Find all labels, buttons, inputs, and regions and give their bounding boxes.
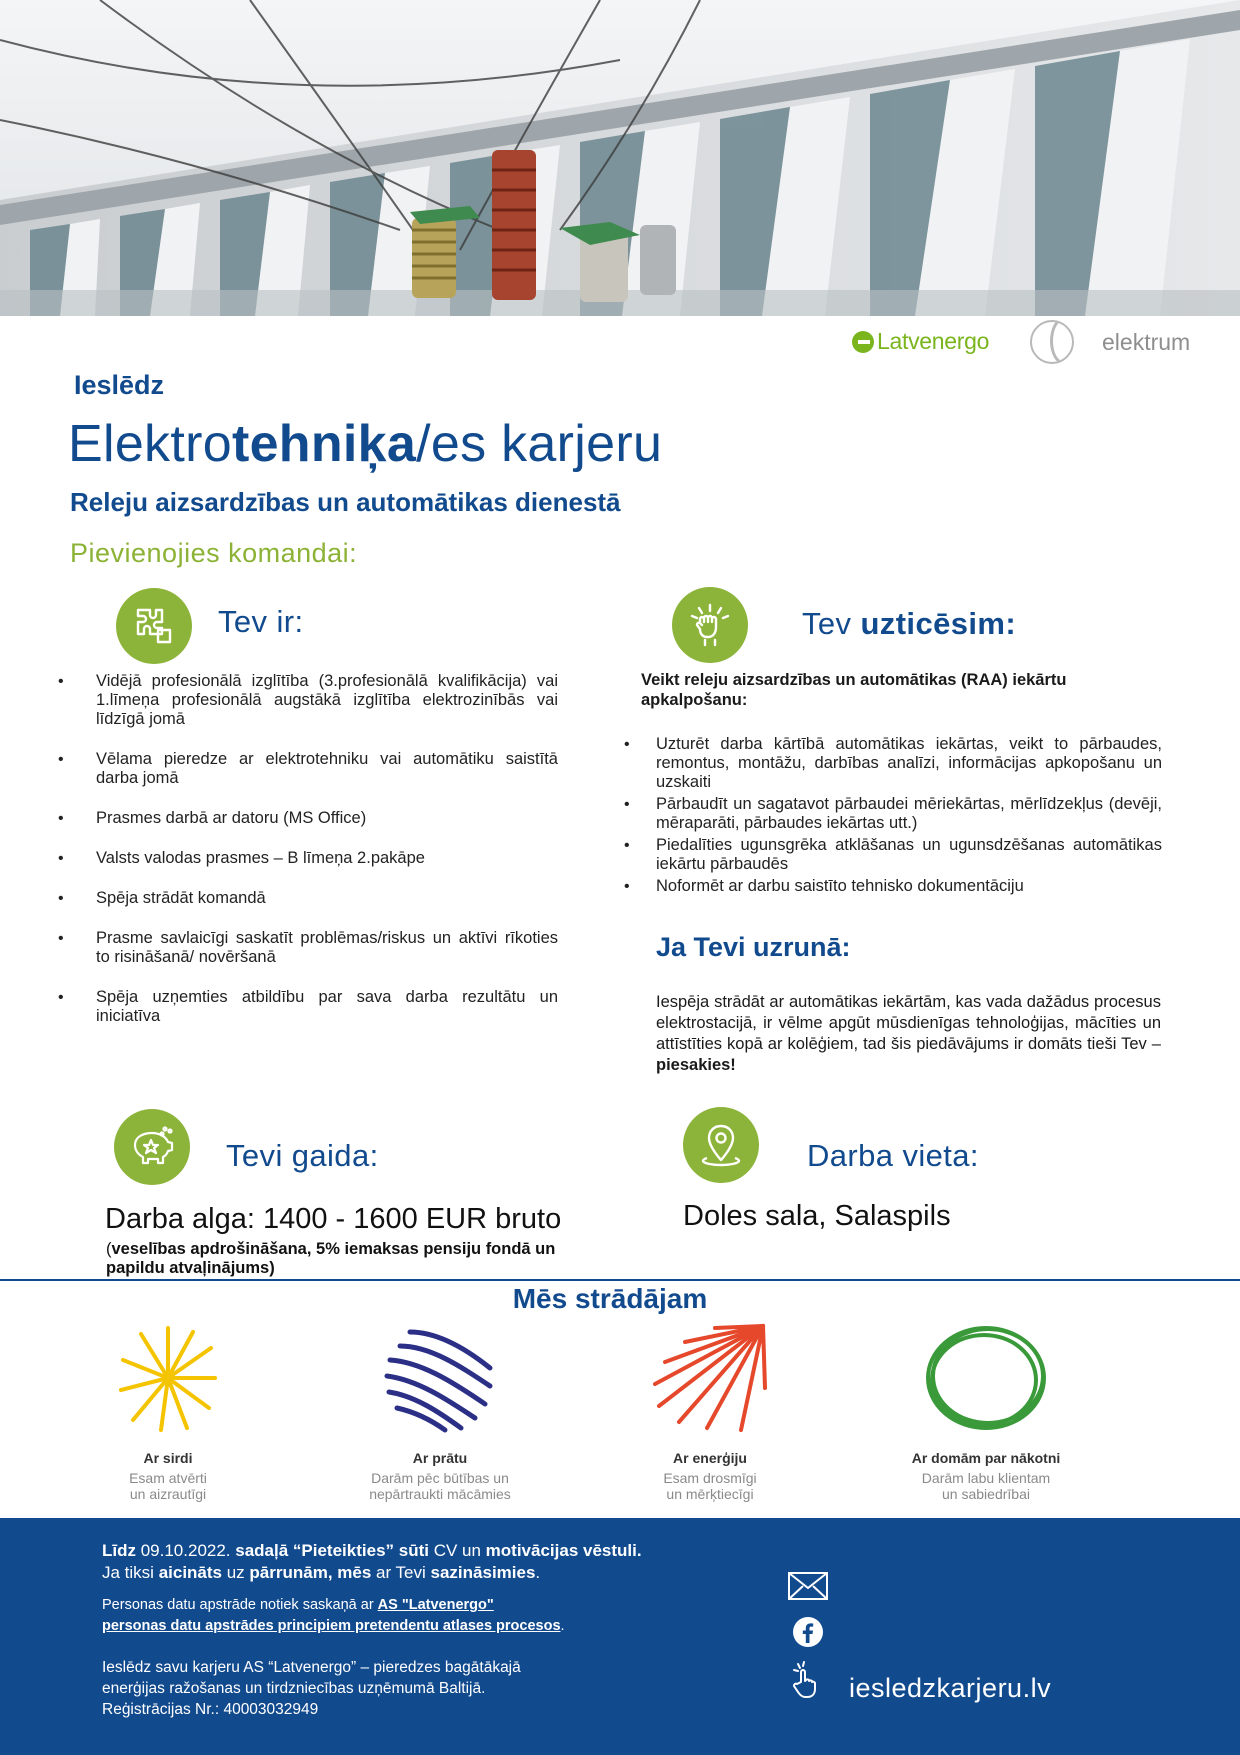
apply-cta: piesakies! [656, 1056, 736, 1074]
value-desc-1: Esam drosmīgi [663, 1470, 757, 1486]
deadline-cv: CV un [428, 1541, 486, 1560]
value-title: Ar sirdi [143, 1450, 193, 1466]
footer [0, 1518, 1240, 1755]
title-pre: Elektro [68, 415, 232, 473]
appeal-body: Iespēja strādāt ar automātikas iekārtām, kas vada dažādus procesus elektrostacijā, ir vēlme apgūt mūsdienīgas tehnoloģijas, mācīties un attīstīties kopā ar kolēģiem, tad šis piedāvājums ir domāts tieši Tev – [656, 993, 1161, 1053]
company-info [102, 1657, 521, 1720]
workplace-heading: Darba vieta: [807, 1138, 979, 1173]
requirements-list [58, 672, 558, 1047]
value-desc-2: un mērķtiecīgi [666, 1486, 754, 1502]
line2-a: Ja tiksi [102, 1563, 159, 1582]
list-item: • Spēja strādāt komandā [58, 889, 558, 908]
title-post: /es karjeru [416, 415, 663, 473]
duties-intro: Veikt releju aizsardzības un automātikas (RAA) iekārtu apkalpošanu: [641, 671, 1067, 709]
line2-b: aicināts [158, 1563, 222, 1582]
benefits-note [106, 1240, 606, 1278]
latvenergo-mark-icon [852, 331, 874, 353]
benefits-open-paren: ( [106, 1240, 112, 1258]
brand-logos [850, 318, 1240, 368]
value-title: Ar domām par nākotni [911, 1450, 1061, 1466]
appeal-text [656, 992, 1161, 1076]
value-desc-1: Esam atvērti [129, 1470, 207, 1486]
values-heading: Mēs strādājam [512, 1283, 708, 1314]
value-energy [600, 1318, 820, 1502]
offer-heading: Tevi gaida: [226, 1138, 379, 1173]
value-desc-2: un sabiedrībai [942, 1486, 1030, 1502]
company-line-2: enerģijas ražošanas un tirdzniecības uzņēmumā Baltijā. [102, 1680, 486, 1697]
page-title [68, 414, 662, 474]
list-item: • Pārbaudīt un sagatavot pārbaudei mēriekārtas, mērlīdzekļus (devēji, mēraparāti, pārbaudes iekārtas utt.) [624, 795, 1162, 833]
list-item: • Piedalīties ugunsgrēka atklāšanas un ugunsdzēšanas automātikas iekārtu pārbaudēs [624, 836, 1162, 874]
duties-list [624, 735, 1162, 899]
privacy-link-principles[interactable]: personas datu apstrādes principiem pretendentu atlases procesos [102, 1618, 561, 1634]
requirements-heading: Tev ir: [218, 604, 304, 639]
fist-icon [672, 587, 748, 663]
line2-g: . [535, 1563, 541, 1582]
line2-f: sazināsimies [430, 1563, 536, 1582]
rays-icon [645, 1318, 775, 1438]
rings-icon [921, 1318, 1051, 1438]
facebook-icon[interactable] [792, 1616, 824, 1653]
appeal-heading: Ja Tevi uzrunā: [656, 932, 851, 962]
privacy-link-company[interactable]: AS "Latvenergo" [377, 1597, 494, 1613]
deadline-section: sadaļā “Pieteikties” sūti [235, 1541, 429, 1560]
envelope-icon[interactable] [788, 1572, 828, 1605]
piggy-bank-icon [114, 1109, 190, 1185]
list-item: • Prasmes darbā ar datoru (MS Office) [58, 809, 558, 828]
duties-heading-bold: uzticēsim: [860, 606, 1017, 641]
elektrum-wordmark: elektrum [1102, 328, 1191, 355]
list-item: • Spēja uzņemties atbildību par sava darba rezultātu un iniciatīva [58, 988, 558, 1026]
value-desc-2: nepārtraukti mācāmies [369, 1486, 511, 1502]
line2-d: pārrunām, mēs [249, 1563, 372, 1582]
puzzle-icon [116, 588, 192, 664]
location-pin-icon [683, 1107, 759, 1183]
deadline-letter: motivācijas vēstuli. [485, 1541, 642, 1560]
latvenergo-wordmark: Latvenergo [877, 328, 990, 354]
title-bold: tehniķa [231, 415, 417, 473]
hand-click-icon [790, 1660, 822, 1705]
list-item: • Uzturēt darba kārtībā automātikas iekārtas, veikt to pārbaudes, remontus, montāžu, darbības analīzi, informācijas apkopošanu un uzskaiti [624, 735, 1162, 792]
elektrum-logo [1030, 320, 1190, 364]
duties-heading [802, 606, 1016, 642]
elektrum-mark-icon [1030, 320, 1074, 364]
value-mind [330, 1318, 550, 1502]
list-item: • Vēlama pieredze ar elektrotehniku vai automātiku saistītā darba jomā [58, 750, 558, 788]
section-divider [0, 1279, 1240, 1281]
list-item: • Prasme savlaicīgi saskatīt problēmas/riskus un aktīvi rīkoties to risināšanā/ novēršanā [58, 929, 558, 967]
list-item: • Noformēt ar darbu saistīto tehnisko dokumentāciju [624, 877, 1162, 896]
value-future [876, 1318, 1096, 1502]
line2-e: ar Tevi [371, 1563, 431, 1582]
value-heart [58, 1318, 278, 1502]
benefits-text: veselības apdrošināšana, 5% iemaksas pensiju fondā un papildu atvaļinājums) [106, 1240, 556, 1277]
value-title: Ar prātu [412, 1450, 468, 1466]
kicker: Ieslēdz [74, 370, 165, 400]
registration-number: Reģistrācijas Nr.: 40003032949 [102, 1701, 319, 1718]
list-item: • Valsts valodas prasmes – B līmeņa 2.pakāpe [58, 849, 558, 868]
workplace-location: Doles sala, Salaspils [683, 1200, 951, 1232]
application-instructions [102, 1540, 642, 1584]
join-team-label: Pievienojies komandai: [70, 538, 358, 568]
waves-icon [375, 1318, 505, 1438]
value-desc-2: un aizrautīgi [129, 1486, 207, 1502]
value-desc-1: Darām pēc būtības un [371, 1470, 509, 1486]
sun-burst-icon [113, 1318, 223, 1438]
line2-c: uz [222, 1563, 250, 1582]
substation-photo [0, 0, 1240, 316]
value-desc-1: Darām labu klientam [921, 1470, 1051, 1486]
website-link[interactable]: iesledzkarjeru.lv [849, 1673, 1052, 1703]
latvenergo-logo [852, 328, 989, 355]
list-item: • Vidējā profesionālā izglītība (3.profesionālā kvalifikācija) vai 1.līmeņa profesionālā augstākā izglītība elektrozinībās vai līdzīgā jomā [58, 672, 558, 729]
hero-image [0, 0, 1240, 316]
privacy-pre: Personas datu apstrāde notiek saskaņā ar [102, 1597, 378, 1613]
privacy-post: . [560, 1618, 565, 1634]
deadline-pre: Līdz [102, 1541, 136, 1560]
page-subtitle: Releju aizsardzības un automātikas dienestā [70, 487, 621, 517]
privacy-notice [102, 1595, 565, 1637]
value-title: Ar enerģiju [673, 1450, 747, 1466]
duties-heading-pre: Tev [802, 606, 861, 641]
company-line-1: Ieslēdz savu karjeru AS “Latvenergo” – pieredzes bagātākajā [102, 1659, 521, 1676]
salary-value: Darba alga: 1400 - 1600 EUR bruto [105, 1203, 562, 1235]
deadline-date: 09.10.2022. [136, 1541, 236, 1560]
